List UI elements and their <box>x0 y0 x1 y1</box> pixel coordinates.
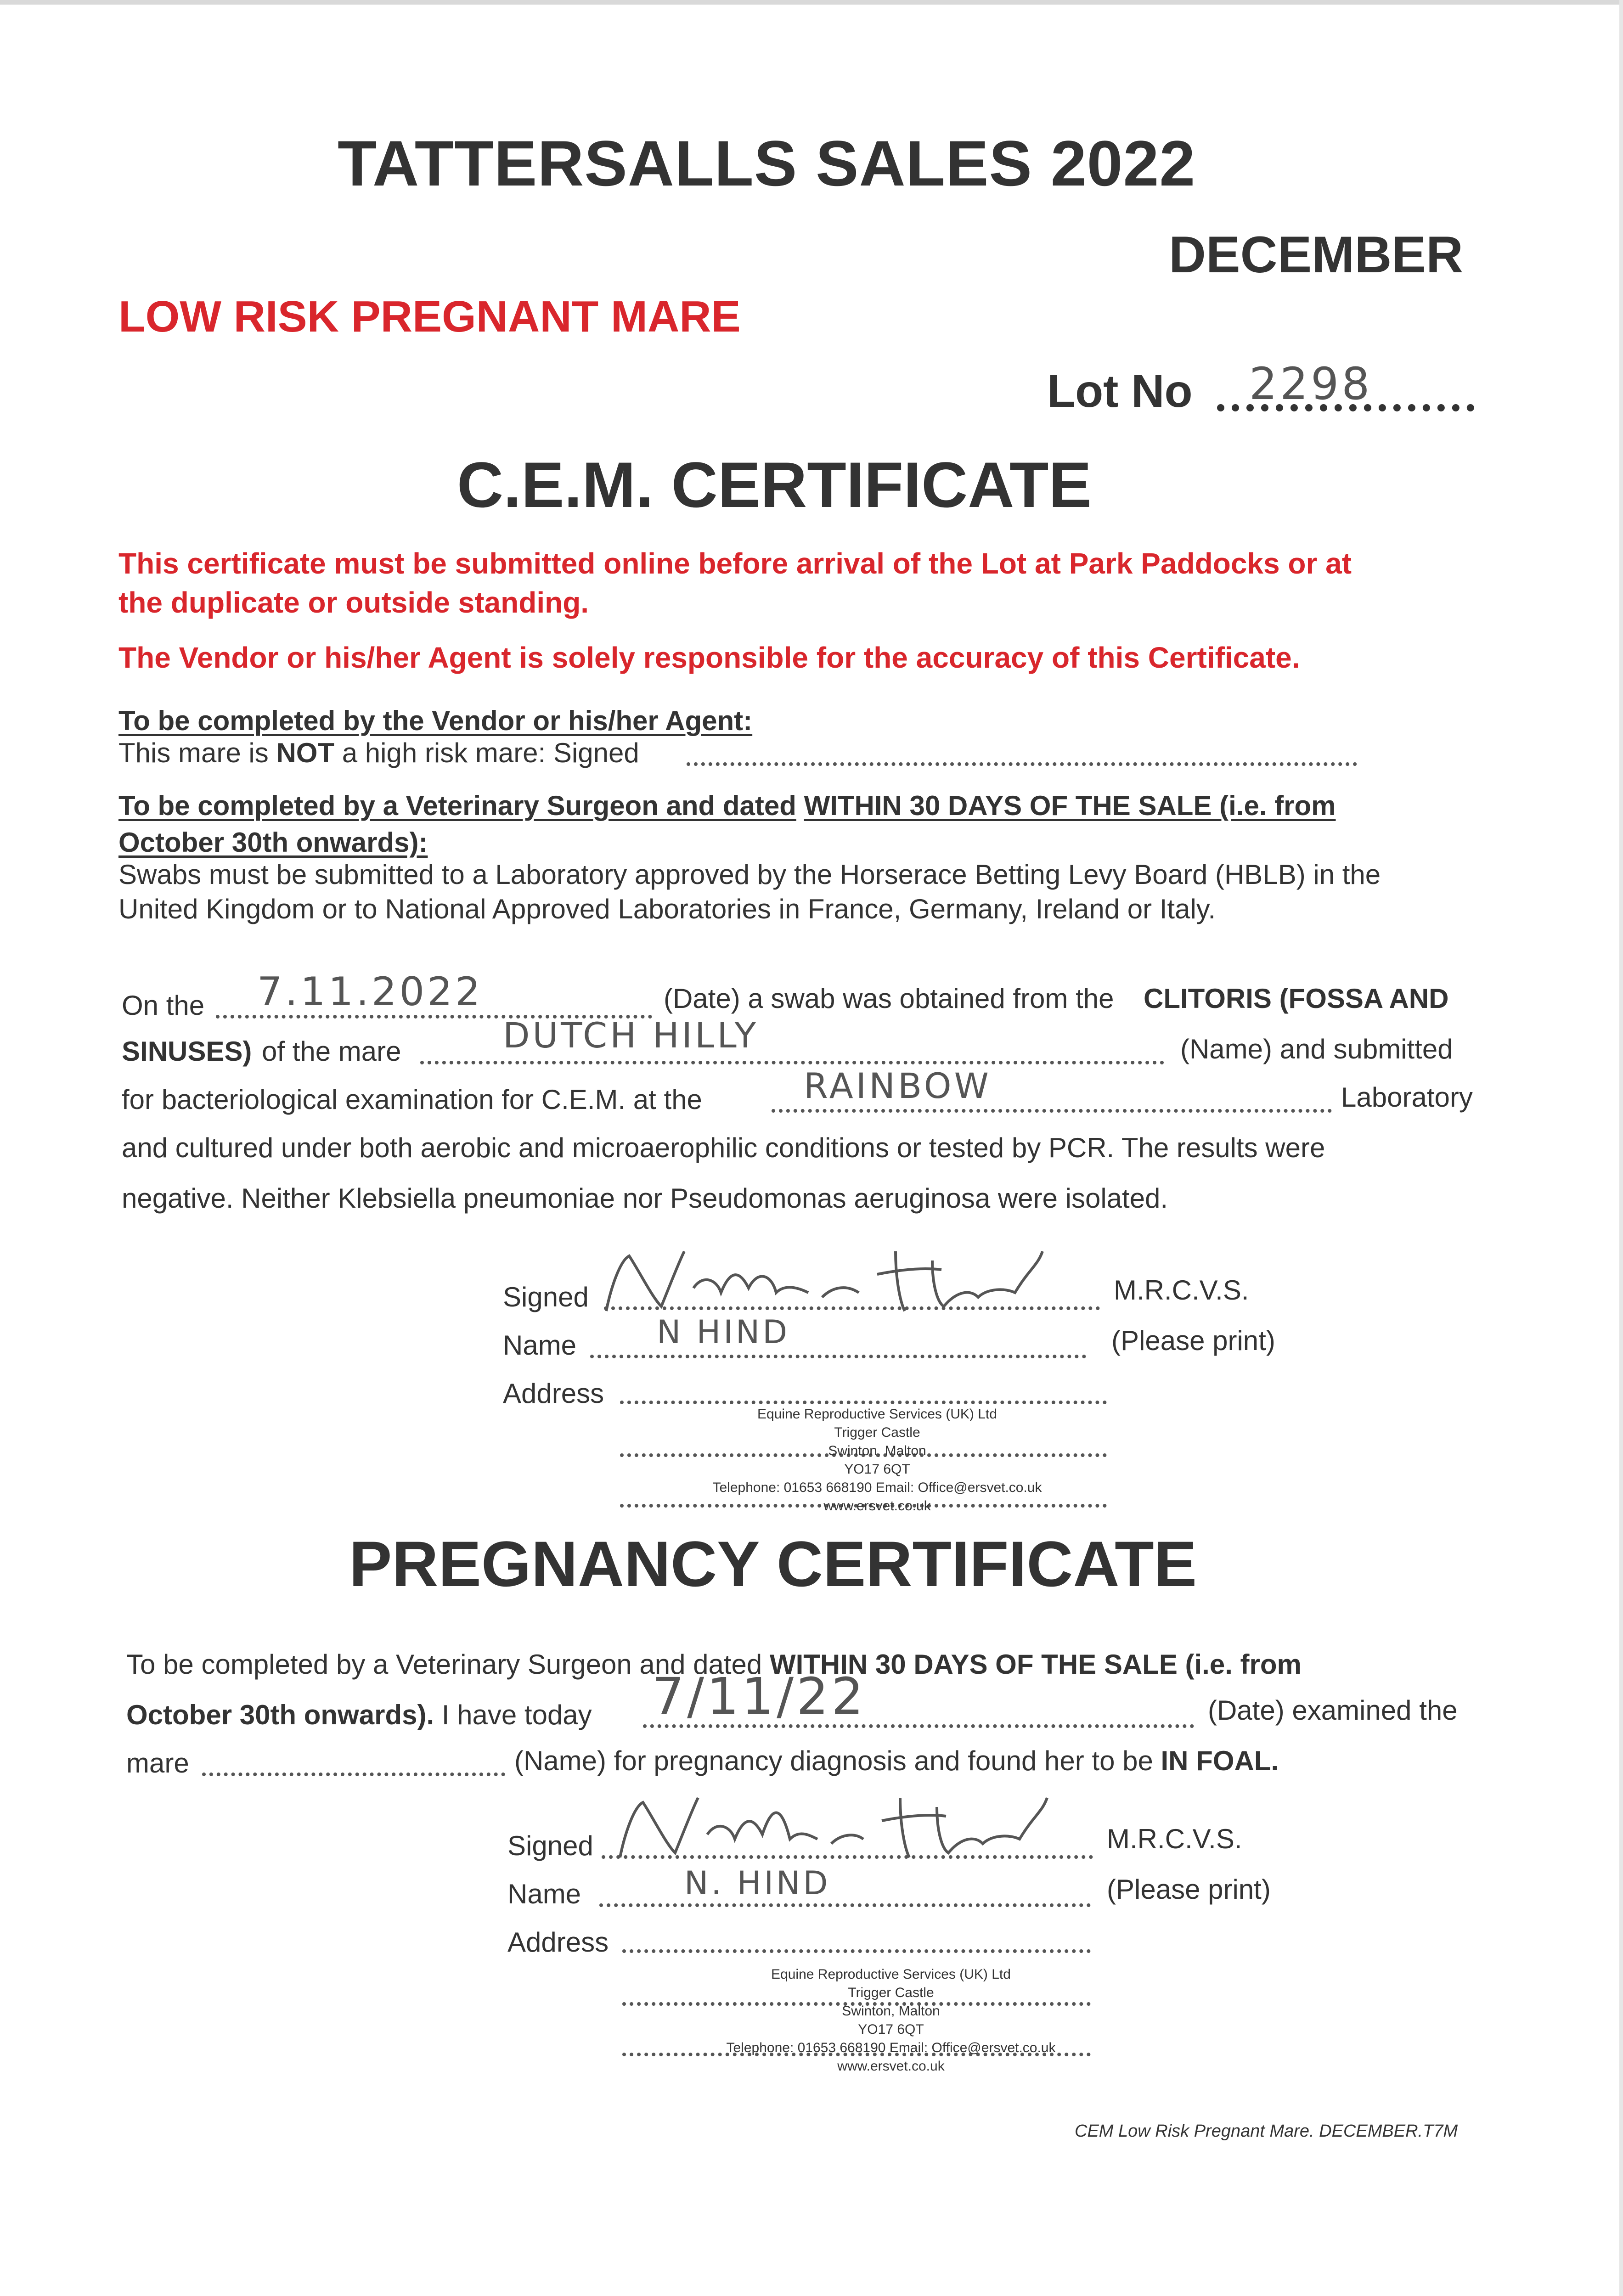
pregnancy-signed-label: Signed <box>507 1830 593 1861</box>
swab-requirement-line-1: Swabs must be submitted to a Laboratory approved by the Horserace Betting Levy Board (HBLB) in the <box>118 859 1381 890</box>
cem-signed-label: Signed <box>503 1282 589 1312</box>
pregnancy-date-label: (Date) examined the <box>1208 1695 1458 1726</box>
submission-notice-line-1: This certificate must be submitted online before arrival of the Lot at Park Paddocks or at <box>118 547 1352 580</box>
mare-name-handwritten: DUTCH HILLY <box>503 1015 759 1056</box>
date-swab-label: (Date) a swab was obtained from the <box>664 983 1114 1014</box>
vendor-declaration <box>118 737 639 769</box>
cem-please-print-label: (Please print) <box>1111 1325 1275 1356</box>
cem-certificate-title: C.E.M. CERTIFICATE <box>457 449 1092 521</box>
vendor-line-prefix: This mare is <box>118 737 269 768</box>
mare-name-field[interactable] <box>420 1061 1164 1064</box>
scan-right-edge <box>1619 0 1623 2296</box>
lot-number-handwritten: 2298 <box>1249 358 1373 410</box>
pregnancy-vet-signature <box>615 1789 1102 1867</box>
pregnancy-line3-mid: (Name) for pregnancy diagnosis and found her to be <box>514 1745 1153 1776</box>
pregnancy-line1-bold: WITHIN 30 DAYS OF THE SALE (i.e. from <box>769 1649 1302 1680</box>
culture-statement: and cultured under both aerobic and microaerophilic conditions or tested by PCR. The results were <box>122 1132 1325 1163</box>
vendor-section-heading: To be completed by the Vendor or his/her Agent: <box>118 705 753 736</box>
document-title: TATTERSALLS SALES 2022 <box>338 127 1196 199</box>
in-foal-label: IN FOAL. <box>1161 1745 1279 1776</box>
stamp-website: www.ersvet.co.uk <box>837 2059 945 2074</box>
stamp-website: www.ersvet.co.uk <box>823 1498 931 1514</box>
stamp-company: Equine Reproductive Services (UK) Ltd <box>771 1967 1011 1982</box>
stamp-town: Swinton, Malton <box>828 1443 926 1458</box>
lot-label: Lot No <box>1047 366 1193 417</box>
cem-vet-signature <box>602 1242 1098 1320</box>
pregnancy-practice-stamp <box>703 1965 1079 2076</box>
pregnancy-please-print-label: (Please print) <box>1107 1874 1271 1905</box>
stamp-contact: Telephone: 01653 668190 Email: Office@ersvet.co.uk <box>726 2040 1056 2055</box>
stamp-street: Trigger Castle <box>834 1425 920 1440</box>
vet-heading-part-3: October 30th onwards): <box>118 827 428 858</box>
vet-heading-part-2: WITHIN 30 DAYS OF THE SALE (i.e. from <box>804 790 1336 821</box>
stamp-postcode: YO17 6QT <box>844 1462 910 1477</box>
pregnancy-instruction-line-2-start <box>126 1699 592 1731</box>
cem-name-label: Name <box>503 1330 577 1361</box>
pregnancy-line2-bold: October 30th onwards). <box>126 1699 434 1730</box>
cem-mrcvs-label: M.R.C.V.S. <box>1114 1275 1249 1306</box>
cem-name-field[interactable] <box>590 1355 1086 1358</box>
of-the-mare-label: of the mare <box>262 1036 401 1067</box>
swab-requirement-line-2: United Kingdom or to National Approved Laboratories in France, Germany, Ireland or Italy. <box>118 894 1216 924</box>
pregnancy-diagnosis-label <box>514 1745 1279 1777</box>
risk-label: LOW RISK PREGNANT MARE <box>118 292 741 341</box>
pregnancy-line1-prefix: To be completed by a Veterinary Surgeon and dated <box>126 1649 762 1680</box>
name-submitted-label: (Name) and submitted <box>1180 1034 1453 1064</box>
stamp-town: Swinton, Malton <box>842 2003 940 2019</box>
stamp-company: Equine Reproductive Services (UK) Ltd <box>757 1407 997 1422</box>
laboratory-label: Laboratory <box>1341 1082 1473 1113</box>
laboratory-handwritten: RAINBOW <box>804 1065 992 1106</box>
swab-date-handwritten: 7.11.2022 <box>257 969 483 1015</box>
cem-name-handwritten: N HIND <box>657 1313 790 1351</box>
laboratory-field[interactable] <box>772 1109 1332 1113</box>
form-code-footer: CEM Low Risk Pregnant Mare. DECEMBER.T7M <box>1075 2122 1458 2141</box>
bacteriological-exam-label: for bacteriological examination for C.E.M. at the <box>122 1084 702 1115</box>
stamp-postcode: YO17 6QT <box>858 2022 924 2037</box>
stamp-contact: Telephone: 01653 668190 Email: Office@ersvet.co.uk <box>712 1480 1042 1495</box>
submission-notice-line-2: the duplicate or outside standing. <box>118 586 589 619</box>
pregnancy-certificate-title: PREGNANCY CERTIFICATE <box>349 1528 1197 1600</box>
pregnancy-address-label: Address <box>507 1927 609 1958</box>
clitoris-label: CLITORIS (FOSSA AND <box>1144 983 1449 1014</box>
pregnancy-mrcvs-label: M.R.C.V.S. <box>1107 1823 1242 1854</box>
vendor-signature-field[interactable] <box>687 762 1357 766</box>
pregnancy-address-field-1[interactable] <box>622 1949 1091 1953</box>
cem-practice-stamp <box>689 1405 1065 1515</box>
pregnancy-name-handwritten: N. HIND <box>684 1864 831 1902</box>
pregnancy-mare-label: mare <box>126 1748 189 1778</box>
cem-address-field-1[interactable] <box>620 1401 1107 1404</box>
pregnancy-line2-mid: I have today <box>441 1699 592 1730</box>
pregnancy-mare-name-field[interactable] <box>202 1773 505 1776</box>
sale-month: DECEMBER <box>1169 226 1463 283</box>
vet-heading-part-1: To be completed by a Veterinary Surgeon and dated <box>118 790 796 821</box>
stamp-street: Trigger Castle <box>848 1985 934 2000</box>
vendor-line-suffix: a high risk mare: Signed <box>342 737 639 768</box>
pregnancy-name-field[interactable] <box>599 1903 1091 1907</box>
on-the-label: On the <box>122 990 205 1021</box>
pregnancy-name-label: Name <box>507 1879 581 1909</box>
vet-section-heading <box>118 790 1336 822</box>
negative-results-statement: negative. Neither Klebsiella pneumoniae nor Pseudomonas aeruginosa were isolated. <box>122 1183 1168 1214</box>
pregnancy-date-handwritten: 7/11/22 <box>652 1667 867 1726</box>
responsibility-notice: The Vendor or his/her Agent is solely responsible for the accuracy of this Certificate. <box>118 641 1300 674</box>
scan-top-edge <box>0 0 1623 5</box>
cem-address-label: Address <box>503 1378 604 1409</box>
vendor-line-not: NOT <box>276 737 335 768</box>
sinuses-label: SINUSES) <box>122 1036 252 1067</box>
